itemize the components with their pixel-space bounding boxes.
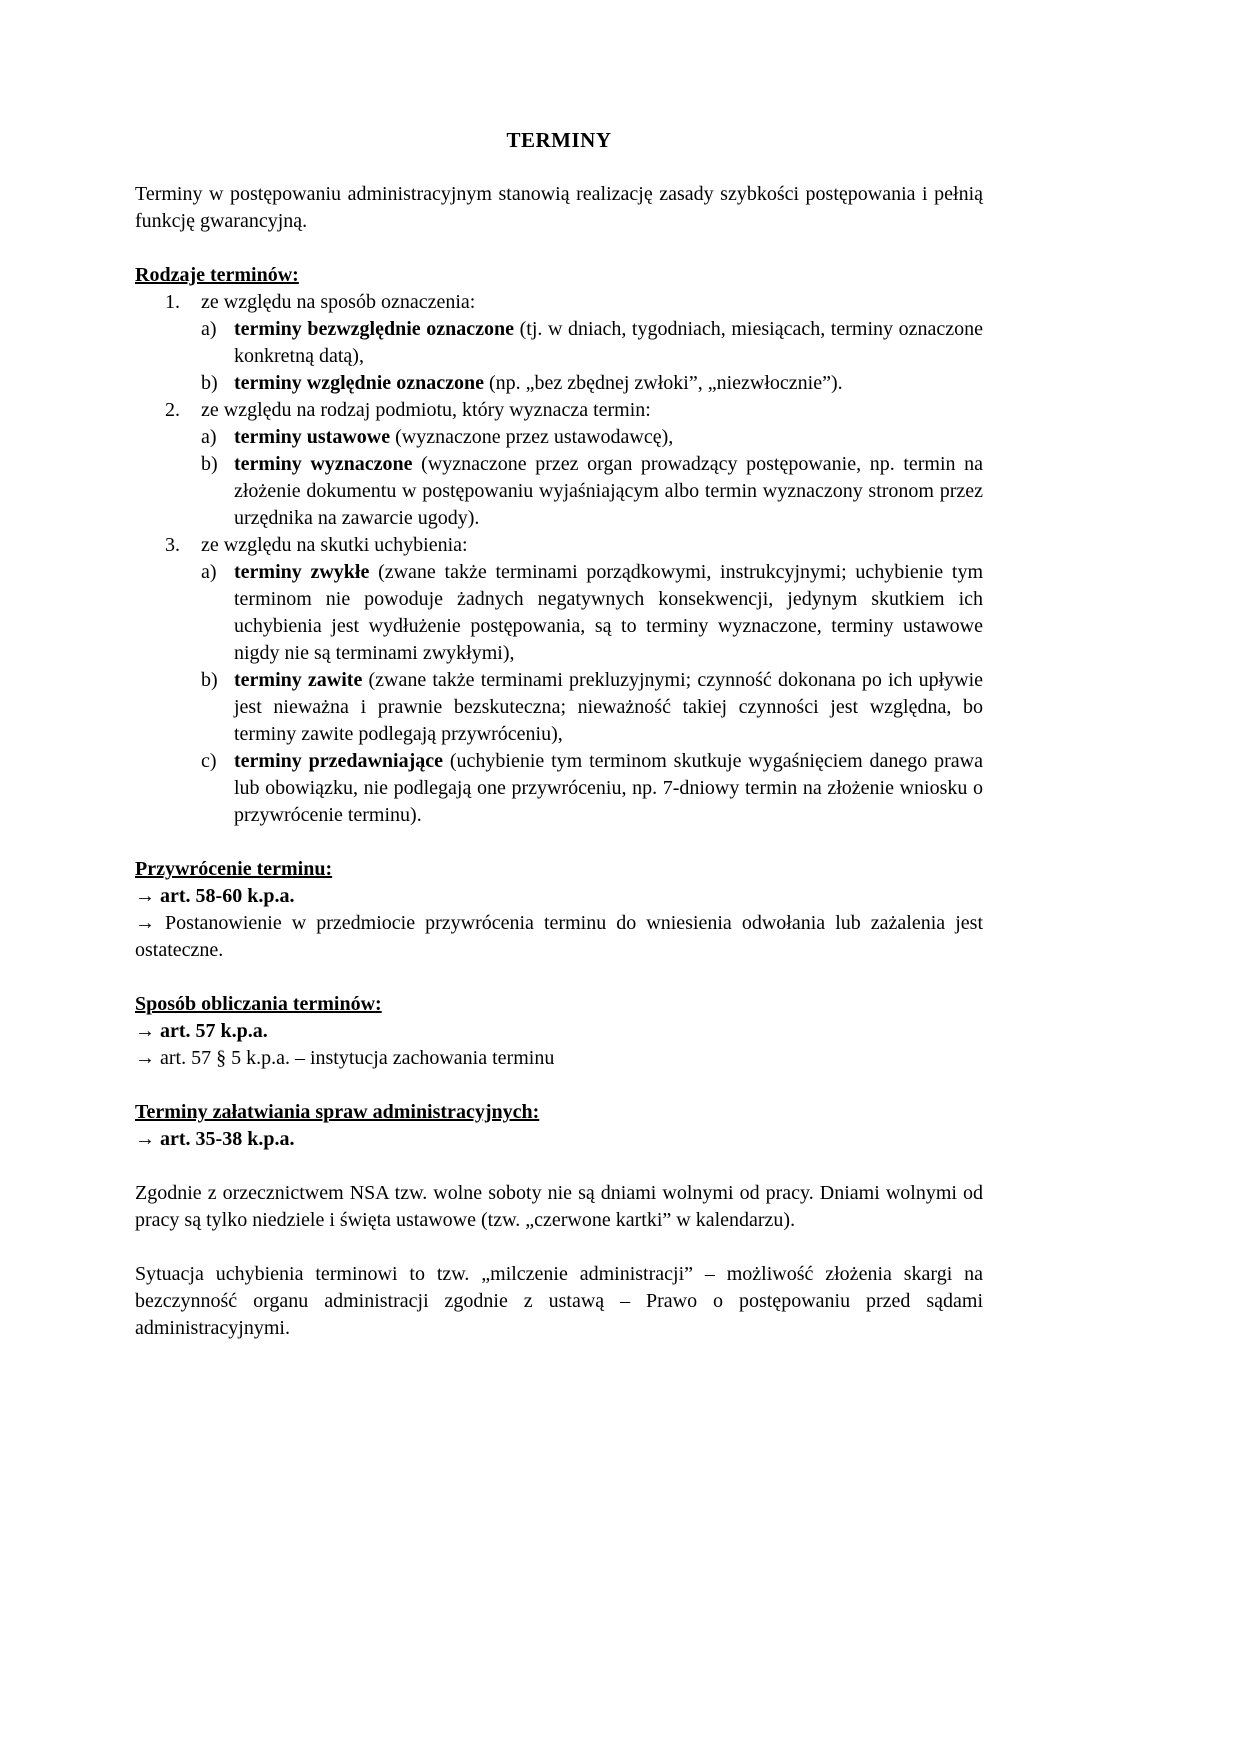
section-heading-sposob-obliczania: Sposób obliczania terminów: (135, 993, 382, 1016)
term-description: (wyznaczone przez organ prowadzący postępowanie, np. termin na złożenie dokumentu w postępowaniu wyjaśniającym albo termin wyznaczony stronom przez urzędnika na zawarcie ugody). (234, 453, 984, 530)
term-name: terminy wyznaczone (234, 453, 413, 476)
list-letter: a) (201, 561, 217, 584)
list-letter: b) (201, 453, 218, 476)
list-letter: b) (201, 372, 218, 395)
note-line (135, 1045, 983, 1072)
line-text: Postanowienie w przedmiocie przywrócenia terminu do wniesienia odwołania lub zażalenia jest ostateczne. (135, 912, 983, 962)
list-item-text: ze względu na rodzaj podmiotu, który wyznacza termin: (201, 399, 651, 422)
arrow-icon: → (135, 912, 166, 935)
list-letter: b) (201, 669, 218, 692)
article-reference-line (135, 1018, 983, 1045)
document-title: TERMINY (506, 128, 612, 152)
intro-paragraph: Terminy w postępowaniu administracyjnym stanowią realizację zasady szybkości postępowania i pełnią funkcję gwarancyjną. (135, 183, 983, 233)
term-description: (zwane także terminami prekluzyjnymi; czynność dokonana po ich upływie jest nieważna i prawnie bezskuteczna; nieważność takiej czynności jest względna, bo terminy zawite podlegają przywróceniu), (234, 669, 984, 746)
list-number: 3. (165, 534, 180, 557)
article-reference-line (135, 883, 983, 910)
list-subitem-1a (201, 316, 983, 370)
list-number: 1. (165, 291, 180, 314)
list-item-text: ze względu na skutki uchybienia: (201, 534, 468, 557)
arrow-icon: → (135, 885, 160, 908)
term-name: terminy zawite (234, 669, 363, 692)
list-subitem-1b (201, 370, 983, 397)
term-name: terminy względnie oznaczone (234, 372, 484, 395)
article-ref: art. 57 k.p.a. (160, 1020, 268, 1043)
list-item-3 (165, 532, 983, 559)
term-name: terminy przedawniające (234, 750, 444, 773)
closing-paragraph-2: Sytuacja uchybienia terminowi to tzw. „milczenie administracji” – możliwość złożenia skargi na bezczynność organu administracji zgodnie z ustawą – Prawo o postępowaniu przed sądami administracyjnymi. (135, 1263, 983, 1340)
term-name: terminy bezwzględnie oznaczone (234, 318, 515, 341)
list-letter: a) (201, 318, 217, 341)
article-reference-line (135, 1126, 983, 1153)
article-ref: art. 58-60 k.p.a. (160, 885, 295, 908)
term-description: (wyznaczone przez ustawodawcę), (390, 426, 674, 449)
term-description: (zwane także terminami porządkowymi, instrukcyjnymi; uchybienie tym terminom nie powoduje żadnych negatywnych konsekwencji, jedynym skutkiem ich uchybienia jest wydłużenie postępowania, są to terminy wyznaczone, terminy ustawowe nigdy nie są terminami zwykłymi), (234, 561, 983, 665)
list-item-2 (165, 397, 983, 424)
closing-paragraph-1: Zgodnie z orzecznictwem NSA tzw. wolne soboty nie są dniami wolnymi od pracy. Dniami wolnymi od pracy są tylko niedziele i święta ustawowe (tzw. „czerwone kartki” w kalendarzu). (135, 1182, 983, 1232)
note-line (135, 910, 983, 964)
term-description: (uchybienie tym terminom skutkuje wygaśnięciem danego prawa lub obowiązku, nie podlegają one przywróceniu, np. 7-dniowy termin na złożenie wniosku o przywrócenie terminu). (234, 750, 983, 827)
term-name: terminy ustawowe (234, 426, 391, 449)
list-subitem-2a (201, 424, 983, 451)
section-heading-rodzaje: Rodzaje terminów: (135, 264, 299, 287)
term-description: (tj. w dniach, tygodniach, miesiącach, terminy oznaczone konkretną datą), (234, 318, 983, 368)
document-content (135, 126, 983, 1342)
term-description: (np. „bez zbędnej zwłoki”, „niezwłocznie”). (483, 372, 843, 395)
list-item-text: ze względu na sposób oznaczenia: (201, 291, 476, 314)
list-subitem-2b (201, 451, 983, 532)
line-text: art. 57 § 5 k.p.a. – instytucja zachowania terminu (160, 1047, 555, 1070)
list-number: 2. (165, 399, 180, 422)
arrow-icon: → (135, 1020, 160, 1043)
arrow-icon: → (135, 1047, 160, 1070)
list-letter: a) (201, 426, 217, 449)
list-subitem-3a (201, 559, 983, 667)
section-heading-przywrocenie: Przywrócenie terminu: (135, 858, 333, 881)
term-name: terminy zwykłe (234, 561, 370, 584)
arrow-icon: → (135, 1128, 160, 1151)
list-item-1 (165, 289, 983, 316)
section-heading-terminy-zalatwiania: Terminy załatwiania spraw administracyjnych: (135, 1101, 540, 1124)
list-subitem-3b (201, 667, 983, 748)
list-subitem-3c (201, 748, 983, 829)
article-ref: art. 35-38 k.p.a. (160, 1128, 295, 1151)
list-letter: c) (201, 750, 217, 773)
